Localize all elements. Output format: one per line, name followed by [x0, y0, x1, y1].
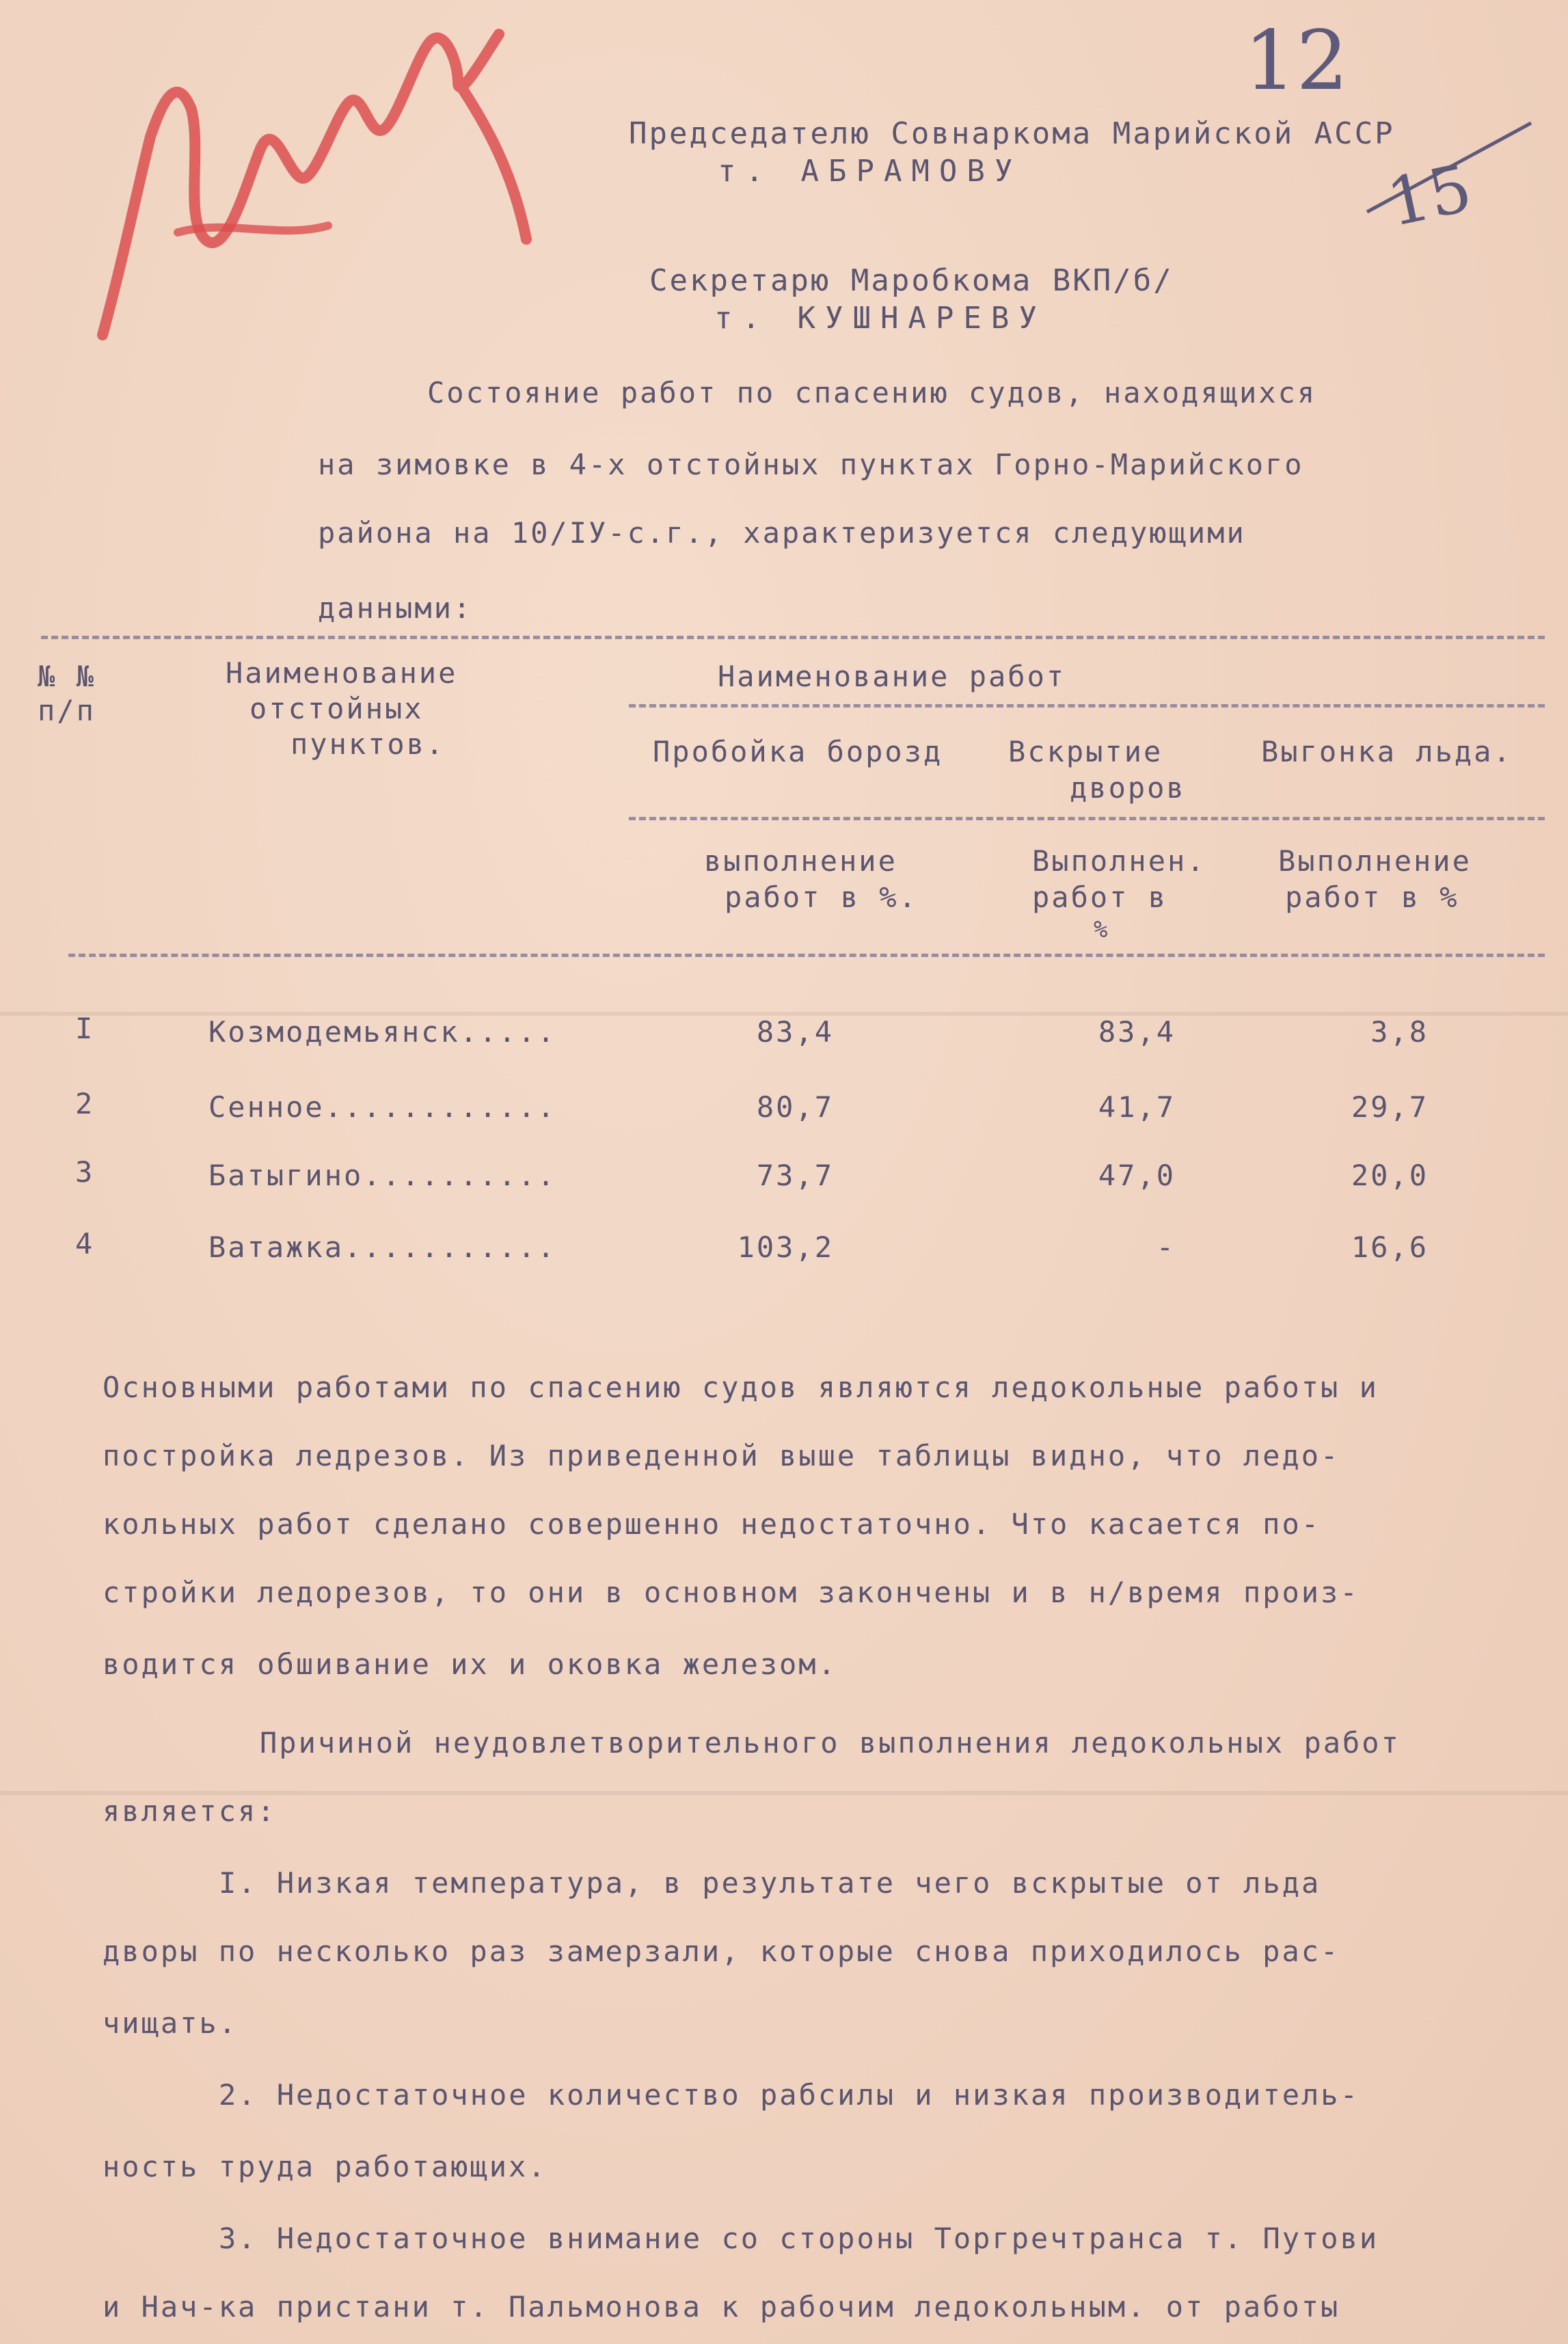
intro-line: на зимовке в 4-х отстойных пунктах Горно-Марийского	[318, 448, 1304, 481]
body-line: чищать.	[103, 2006, 239, 2040]
column-subheader-yards: работ в	[1032, 880, 1168, 914]
body-line: и Нач-ка пристани т. Пальмонова к рабочим ледокольным. от работы	[103, 2290, 1340, 2323]
column-header-yards: Вскрытие	[1008, 735, 1163, 768]
row-yards: -	[1156, 1230, 1176, 1264]
table-header-points: пунктов.	[290, 727, 446, 761]
row-ice: 16,6	[1351, 1230, 1429, 1264]
body-line: 3. Недостаточное внимание со стороны Торгречтранса т. Путови	[219, 2222, 1379, 2255]
body-line: дворы по несколько раз замерзали, которые снова приходилось рас-	[103, 1935, 1340, 1968]
column-subheader-yards: %	[1094, 916, 1110, 943]
body-line: постройка ледрезов. Из приведенной выше таблицы видно, что ледо-	[103, 1439, 1340, 1472]
red-resolution-signature	[75, 14, 567, 369]
page-number-crossed: 15	[1380, 149, 1478, 242]
column-subheader-furrows: выполнение	[704, 844, 897, 878]
addressee-1-line-1: Председателю Совнаркома Марийской АССР	[629, 116, 1395, 151]
column-header-ice: Выгонка льда.	[1261, 735, 1513, 768]
row-furrows: 73,7	[756, 1159, 834, 1192]
body-line: Причиной неудовлетворительного выполнения ледокольных работ	[260, 1726, 1401, 1760]
row-ice: 3,8	[1370, 1015, 1429, 1049]
row-point: Батыгино..........	[208, 1159, 557, 1192]
body-line: стройки ледорезов, то они в основном закончены и в н/время произ-	[103, 1576, 1360, 1609]
column-header-furrows: Пробойка борозд	[653, 735, 943, 768]
row-yards: 41,7	[1098, 1090, 1176, 1124]
body-line: I. Низкая температура, в результате чего вскрытые от льда	[219, 1866, 1321, 1900]
intro-line: района на 10/IУ-с.г., характеризуется следующими	[318, 516, 1246, 550]
intro-line: Состояние работ по спасению судов, находящихся	[427, 376, 1317, 409]
row-furrows: 103,2	[737, 1230, 834, 1264]
table-header-number: п/п	[38, 694, 96, 727]
column-header-yards: дворов	[1070, 771, 1186, 805]
body-line: водится обшивание их и оковка железом.	[103, 1647, 837, 1681]
row-furrows: 80,7	[756, 1090, 834, 1124]
table-header-points: отстойных	[249, 692, 424, 725]
row-yards: 47,0	[1098, 1159, 1176, 1192]
row-yards: 83,4	[1098, 1015, 1176, 1049]
page-number-handwritten: 12	[1244, 14, 1349, 109]
row-point: Козмодемьянск.....	[208, 1015, 557, 1049]
row-furrows: 83,4	[756, 1015, 834, 1049]
table-header-points: Наименование	[226, 656, 458, 690]
body-line: кольных работ сделано совершенно недостаточно. Что касается по-	[103, 1507, 1321, 1541]
addressee-2-line-2: т. КУШНАРЕВУ	[714, 301, 1046, 336]
row-number: 4	[75, 1227, 95, 1261]
body-line: Основными работами по спасению судов являются ледокольные работы и	[103, 1371, 1379, 1404]
table-rule-sub	[629, 704, 1545, 708]
table-header-works: Наименование работ	[718, 660, 1066, 693]
row-ice: 20,0	[1351, 1159, 1429, 1192]
column-subheader-ice: работ в %	[1285, 880, 1459, 914]
row-ice: 29,7	[1351, 1090, 1429, 1124]
column-subheader-ice: Выполнение	[1278, 844, 1472, 878]
body-line: является:	[103, 1794, 277, 1828]
intro-line: данными:	[318, 591, 473, 625]
row-number: I	[75, 1012, 95, 1045]
table-rule-header-bottom	[68, 954, 1545, 957]
table-rule-top	[41, 636, 1545, 639]
column-subheader-furrows: работ в %.	[725, 880, 918, 914]
column-subheader-yards: Выполнен.	[1032, 844, 1206, 878]
body-line: ность труда работающих.	[103, 2150, 548, 2183]
row-number: 3	[75, 1155, 95, 1189]
addressee-2-line-1: Секретарю Маробкома ВКП/б/	[649, 263, 1174, 298]
row-point: Сенное............	[208, 1090, 557, 1124]
table-header-number: № №	[38, 660, 96, 693]
addressee-1-line-2: т. АБРАМОВУ	[718, 154, 1023, 189]
row-point: Ватажка...........	[208, 1230, 557, 1264]
body-line: 2. Недостаточное количество рабсилы и низкая производитель-	[219, 2078, 1360, 2112]
table-rule-sub	[629, 817, 1545, 820]
row-number: 2	[75, 1087, 95, 1120]
